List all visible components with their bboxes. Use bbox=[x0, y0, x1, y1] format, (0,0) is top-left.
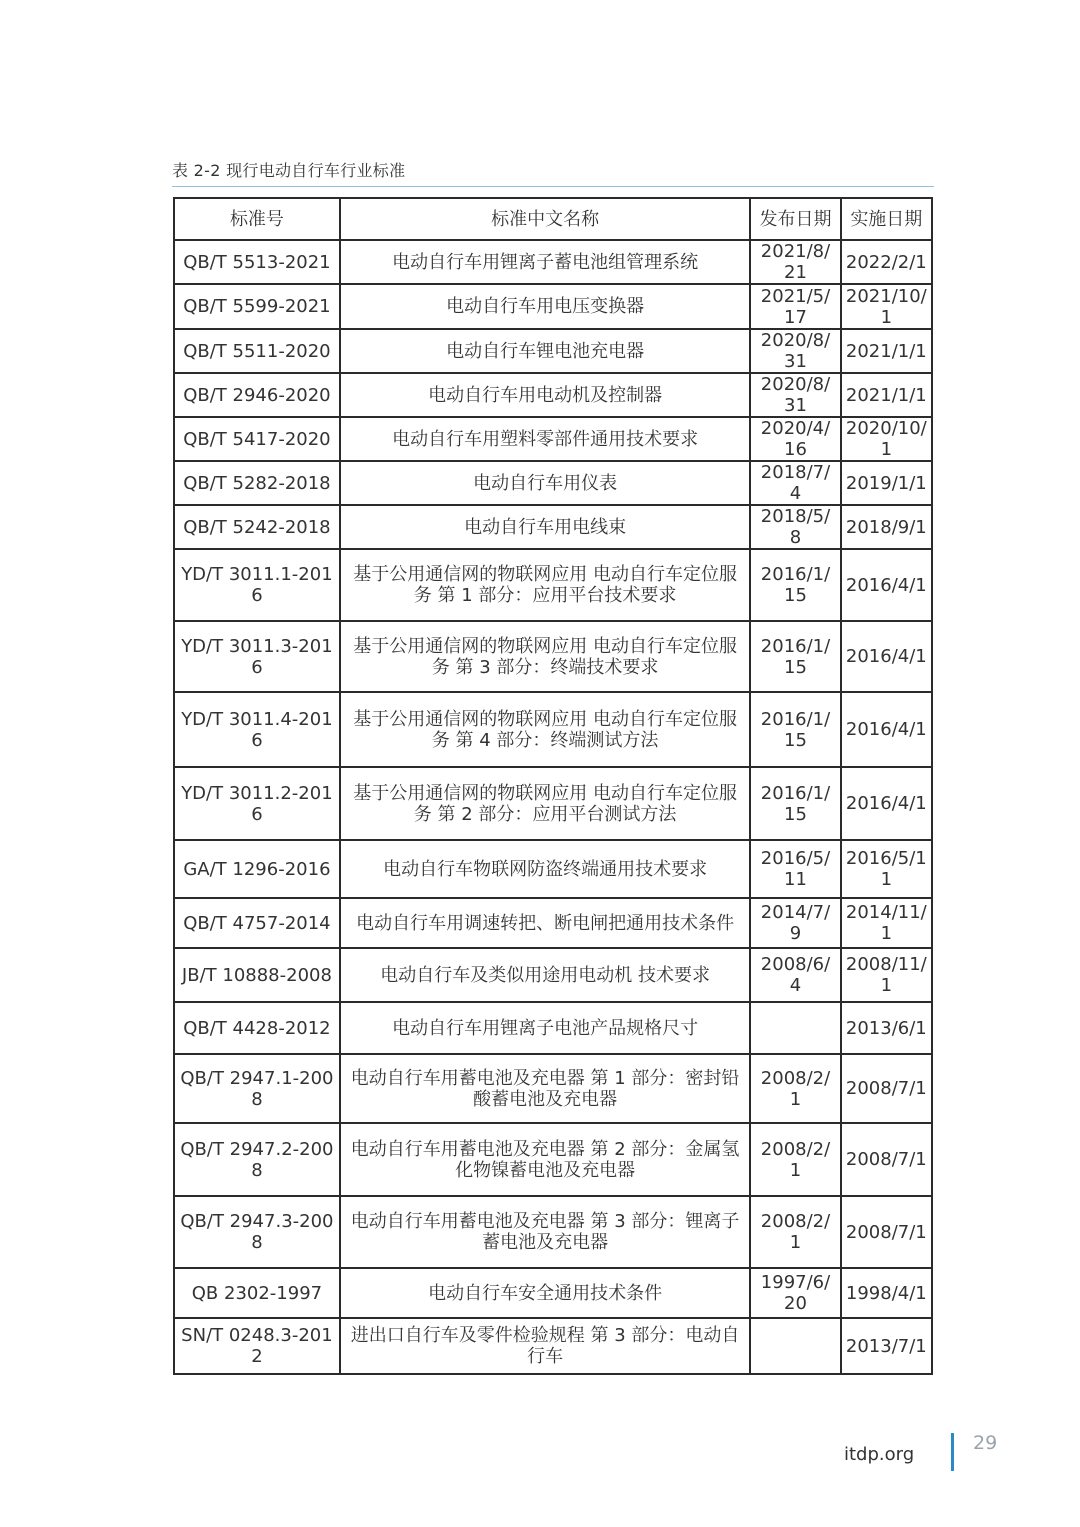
cell-standard-name: 电动自行车安全通用技术条件 bbox=[340, 1268, 750, 1318]
cell-standard-code: QB/T 4757-2014 bbox=[174, 898, 340, 948]
cell-effective-date: 2021/1/1 bbox=[841, 373, 932, 417]
table-row bbox=[174, 1123, 932, 1196]
cell-standard-code: QB/T 5599-2021 bbox=[174, 284, 340, 329]
cell-publish-date: 1997/6/20 bbox=[750, 1268, 840, 1318]
table-row bbox=[174, 840, 932, 898]
cell-effective-date: 2008/11/1 bbox=[841, 948, 932, 1002]
caption-divider bbox=[172, 186, 934, 187]
cell-effective-date: 2008/7/1 bbox=[841, 1123, 932, 1196]
cell-standard-code: QB/T 5513-2021 bbox=[174, 240, 340, 284]
table-row bbox=[174, 1054, 932, 1123]
cell-standard-name: 基于公用通信网的物联网应用 电动自行车定位服务 第 1 部分：应用平台技术要求 bbox=[340, 549, 750, 621]
cell-effective-date: 2008/7/1 bbox=[841, 1196, 932, 1268]
cell-effective-date: 1998/4/1 bbox=[841, 1268, 932, 1318]
cell-publish-date: 2020/4/16 bbox=[750, 417, 840, 461]
cell-publish-date: 2018/5/8 bbox=[750, 505, 840, 549]
table-row bbox=[174, 549, 932, 621]
table-row bbox=[174, 284, 932, 329]
cell-standard-code: QB/T 5242-2018 bbox=[174, 505, 340, 549]
table-row bbox=[174, 505, 932, 549]
cell-standard-code: QB/T 2946-2020 bbox=[174, 373, 340, 417]
cell-effective-date: 2016/4/1 bbox=[841, 692, 932, 767]
cell-publish-date: 2008/2/1 bbox=[750, 1054, 840, 1123]
cell-effective-date: 2008/7/1 bbox=[841, 1054, 932, 1123]
cell-standard-code: QB/T 5511-2020 bbox=[174, 329, 340, 373]
cell-effective-date: 2013/6/1 bbox=[841, 1002, 932, 1054]
cell-standard-code: QB 2302-1997 bbox=[174, 1268, 340, 1318]
table-row bbox=[174, 1268, 932, 1318]
cell-publish-date: 2016/5/11 bbox=[750, 840, 840, 898]
cell-standard-name: 基于公用通信网的物联网应用 电动自行车定位服务 第 2 部分：应用平台测试方法 bbox=[340, 767, 750, 840]
footer-url: itdp.org bbox=[844, 1444, 915, 1465]
cell-effective-date: 2021/10/1 bbox=[841, 284, 932, 329]
table-row bbox=[174, 461, 932, 505]
cell-effective-date: 2020/10/1 bbox=[841, 417, 932, 461]
cell-effective-date: 2014/11/1 bbox=[841, 898, 932, 948]
cell-publish-date: 2014/7/9 bbox=[750, 898, 840, 948]
cell-standard-code: QB/T 2947.2-2008 bbox=[174, 1123, 340, 1196]
cell-standard-code: JB/T 10888-2008 bbox=[174, 948, 340, 1002]
cell-publish-date: 2021/8/21 bbox=[750, 240, 840, 284]
cell-effective-date: 2016/4/1 bbox=[841, 621, 932, 692]
cell-effective-date: 2016/5/11 bbox=[841, 840, 932, 898]
cell-standard-name: 电动自行车用调速转把、断电闸把通用技术条件 bbox=[340, 898, 750, 948]
table-caption: 表 2-2 现行电动自行车行业标准 bbox=[172, 161, 406, 180]
cell-effective-date: 2016/4/1 bbox=[841, 549, 932, 621]
cell-standard-code: YD/T 3011.2-2016 bbox=[174, 767, 340, 840]
cell-standard-name: 电动自行车用仪表 bbox=[340, 461, 750, 505]
cell-standard-name: 电动自行车用电压变换器 bbox=[340, 284, 750, 329]
table-header-row bbox=[174, 198, 932, 240]
table-row bbox=[174, 1196, 932, 1268]
cell-standard-name: 电动自行车及类似用途用电动机 技术要求 bbox=[340, 948, 750, 1002]
cell-publish-date bbox=[750, 1318, 840, 1374]
header-standard-code: 标准号 bbox=[174, 198, 340, 240]
standards-table bbox=[173, 197, 933, 1375]
cell-standard-name: 电动自行车用电线束 bbox=[340, 505, 750, 549]
cell-publish-date bbox=[750, 1002, 840, 1054]
cell-standard-code: YD/T 3011.3-2016 bbox=[174, 621, 340, 692]
header-effective-date: 实施日期 bbox=[841, 198, 932, 240]
cell-publish-date: 2016/1/15 bbox=[750, 621, 840, 692]
cell-standard-name: 基于公用通信网的物联网应用 电动自行车定位服务 第 3 部分：终端技术要求 bbox=[340, 621, 750, 692]
cell-standard-name: 电动自行车用塑料零部件通用技术要求 bbox=[340, 417, 750, 461]
cell-effective-date: 2013/7/1 bbox=[841, 1318, 932, 1374]
cell-publish-date: 2018/7/4 bbox=[750, 461, 840, 505]
cell-publish-date: 2008/2/1 bbox=[750, 1196, 840, 1268]
cell-publish-date: 2020/8/31 bbox=[750, 373, 840, 417]
footer-accent-bar bbox=[951, 1433, 954, 1471]
table-row bbox=[174, 240, 932, 284]
cell-standard-name: 进出口自行车及零件检验规程 第 3 部分：电动自行车 bbox=[340, 1318, 750, 1374]
table-row bbox=[174, 621, 932, 692]
header-standard-name: 标准中文名称 bbox=[340, 198, 750, 240]
cell-publish-date: 2008/2/1 bbox=[750, 1123, 840, 1196]
cell-standard-code: YD/T 3011.4-2016 bbox=[174, 692, 340, 767]
cell-effective-date: 2018/9/1 bbox=[841, 505, 932, 549]
table-row bbox=[174, 329, 932, 373]
header-publish-date: 发布日期 bbox=[750, 198, 840, 240]
cell-standard-code: GA/T 1296-2016 bbox=[174, 840, 340, 898]
page-number: 29 bbox=[973, 1432, 998, 1454]
cell-publish-date: 2008/6/4 bbox=[750, 948, 840, 1002]
table-row bbox=[174, 417, 932, 461]
cell-standard-code: QB/T 2947.3-2008 bbox=[174, 1196, 340, 1268]
table-row bbox=[174, 767, 932, 840]
table-row bbox=[174, 692, 932, 767]
cell-standard-name: 电动自行车用蓄电池及充电器 第 1 部分：密封铅酸蓄电池及充电器 bbox=[340, 1054, 750, 1123]
cell-effective-date: 2021/1/1 bbox=[841, 329, 932, 373]
table-row bbox=[174, 898, 932, 948]
cell-standard-name: 电动自行车用蓄电池及充电器 第 3 部分：锂离子蓄电池及充电器 bbox=[340, 1196, 750, 1268]
cell-effective-date: 2019/1/1 bbox=[841, 461, 932, 505]
cell-publish-date: 2020/8/31 bbox=[750, 329, 840, 373]
cell-standard-code: QB/T 4428-2012 bbox=[174, 1002, 340, 1054]
cell-standard-name: 电动自行车物联网防盗终端通用技术要求 bbox=[340, 840, 750, 898]
cell-standard-name: 电动自行车用锂离子蓄电池组管理系统 bbox=[340, 240, 750, 284]
cell-standard-code: QB/T 5417-2020 bbox=[174, 417, 340, 461]
cell-standard-code: SN/T 0248.3-2012 bbox=[174, 1318, 340, 1374]
cell-effective-date: 2016/4/1 bbox=[841, 767, 932, 840]
table-row bbox=[174, 948, 932, 1002]
cell-effective-date: 2022/2/1 bbox=[841, 240, 932, 284]
cell-standard-name: 基于公用通信网的物联网应用 电动自行车定位服务 第 4 部分：终端测试方法 bbox=[340, 692, 750, 767]
cell-standard-code: YD/T 3011.1-2016 bbox=[174, 549, 340, 621]
cell-standard-code: QB/T 2947.1-2008 bbox=[174, 1054, 340, 1123]
cell-standard-name: 电动自行车用电动机及控制器 bbox=[340, 373, 750, 417]
cell-publish-date: 2016/1/15 bbox=[750, 767, 840, 840]
cell-publish-date: 2021/5/17 bbox=[750, 284, 840, 329]
cell-publish-date: 2016/1/15 bbox=[750, 549, 840, 621]
table-body bbox=[174, 240, 932, 1374]
cell-publish-date: 2016/1/15 bbox=[750, 692, 840, 767]
cell-standard-code: QB/T 5282-2018 bbox=[174, 461, 340, 505]
table-row bbox=[174, 1318, 932, 1374]
cell-standard-name: 电动自行车用锂离子电池产品规格尺寸 bbox=[340, 1002, 750, 1054]
table-row bbox=[174, 373, 932, 417]
cell-standard-name: 电动自行车锂电池充电器 bbox=[340, 329, 750, 373]
table-row bbox=[174, 1002, 932, 1054]
cell-standard-name: 电动自行车用蓄电池及充电器 第 2 部分：金属氢化物镍蓄电池及充电器 bbox=[340, 1123, 750, 1196]
